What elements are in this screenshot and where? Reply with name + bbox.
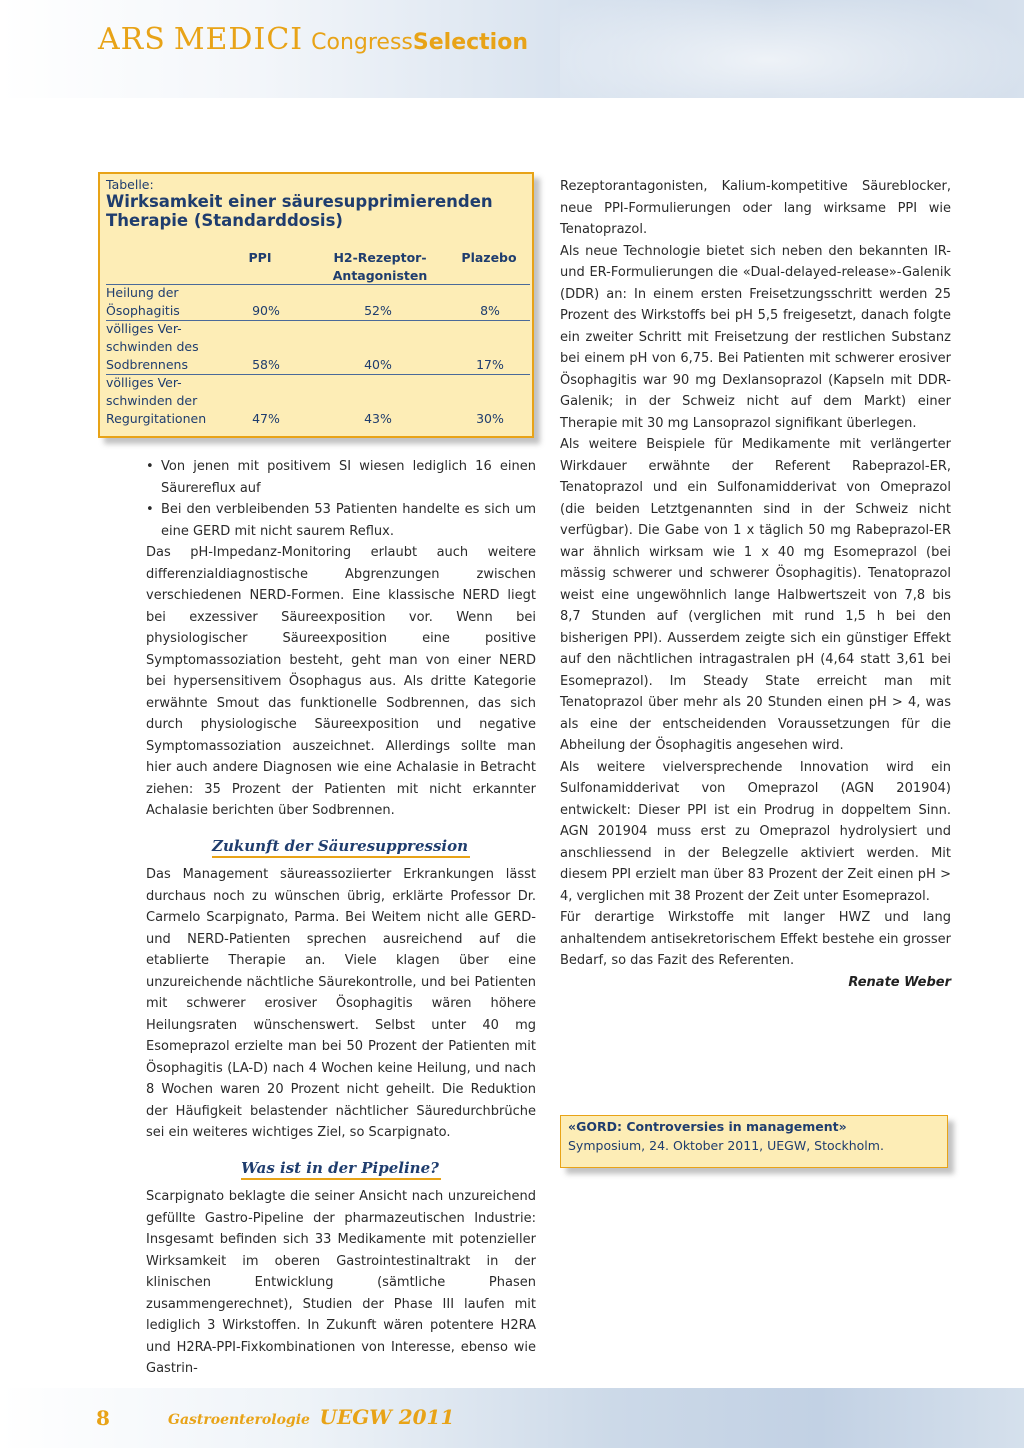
cell-ppi: 47% [252,411,280,426]
page-footer [0,1388,1024,1448]
logo-medici: MEDICI [173,22,304,57]
cell-plazebo: 8% [480,303,500,318]
logo-ars: ARS [98,22,166,57]
footer-title-journal: Gastroenterologie [168,1412,310,1428]
ars-medici-logo [98,22,528,62]
symposium-title: «GORD: Controversies in management» [568,1119,847,1134]
paragraph: Rezeptorantagonisten, Kalium-kompetitive Säureblocker, neue PPI-Formulierungen oder lang wirksame PPI wie Tenatoprazol. [560,179,951,237]
row-label-line: Heilung der [106,285,179,300]
paragraph: Scarpignato beklagte die seiner Ansicht nach unzureichend gefüllte Gastro-Pipeline der pharmazeutischen Industrie: Insgesamt befinden sich 33 Medikamente mit potenzieller Wirksamkeit im oberen Gastrointestinaltrakt in der klinischen Entwicklung (sämtliche Phasen zusammengerechnet), Studien der Phase III laufen mit lediglich 3 Wirkstoffen. In Zukunft wären potentere H2RA und H2RA-PPI-Fixkombinationen von Interesse, ebenso wie Gastrin- [146,1189,536,1376]
row-label-line: Regurgitationen [106,411,207,426]
col-header-ppi: PPI [248,250,272,265]
header-decoration [560,0,1024,98]
col-header-h2 [310,249,450,285]
row-label-line: Ösophagitis [106,303,180,318]
right-column [560,176,951,993]
cell-plazebo: 17% [476,357,504,372]
page-header [0,0,1024,98]
col-header-h2-line1: H2-Rezeptor- [333,250,427,265]
bullet-item: • Bei den verbleibenden 53 Patienten handelte es sich um eine GERD mit nicht saurem Reflux. [146,499,536,542]
cell-h2: 40% [364,357,392,372]
col-header-plazebo: Plazebo [461,250,517,265]
table-kicker: Tabelle: [106,177,154,192]
cell-plazebo: 30% [476,411,504,426]
logo-selection: Selection [412,30,528,55]
row-label-line: völliges Ver- [106,321,182,336]
section-heading-wrap [146,1158,536,1181]
col-header-h2-line2: Antagonisten [332,268,428,283]
row-label-line: schwinden der [106,393,198,408]
logo-congress: Congress [311,30,413,55]
bullet-item: • Von jenen mit positivem SI wiesen lediglich 16 einen Säurereflux auf [146,456,536,499]
efficacy-table [98,172,534,438]
left-column [146,456,536,1380]
cell-ppi: 58% [252,357,280,372]
table-row-label [106,320,199,374]
cell-h2: 43% [364,411,392,426]
symposium-box [560,1115,948,1168]
table-title: Wirksamkeit einer säuresupprimierenden Therapie (Standarddosis) [106,192,493,230]
paragraph: Für derartige Wirkstoffe mit langer HWZ und lang anhaltendem antisekretorischem Effekt bestehe ein grosser Bedarf, so das Fazit des Referenten. [560,910,951,968]
paragraph: Als weitere vielversprechende Innovation wird ein Sulfonamidderivat von Omeprazol (AGN 201904) entwickelt: Dieser PPI ist ein Prodrug in doppeltem Sinn. AGN 201904 muss erst zu Omeprazol hydrolysiert und anschliessend in der Belegzelle aktiviert werden. Mit diesem PPI erzielt man über 83 Prozent der Zeit einen pH > 4, verglichen mit 38 Prozent der Zeit unter Esomeprazol. [560,759,951,904]
paragraph: Das Management säureassoziierter Erkrankungen lässt durchaus noch zu wünschen übrig, erklärte Professor Dr. Carmelo Scarpignato, Parma. Bei Weitem nicht alle GERD- und NERD-Patienten sprechen ausreichend auf die etablierte Therapie an. Viele klagen über eine unzureichende nächtliche Säurekontrolle, und bei Patienten mit schwerer erosiver Ösophagitis wären höhere Heilungsraten wünschenswert. Selbst unter 40 mg Esomeprazol erzielte man bei 50 Prozent der Patienten mit Ösophagitis (LA-D) nach 4 Wochen keine Heilung, und nach 8 Wochen waren 20 Prozent nicht geheilt. Die Reduktion der Häufigkeit belastender nächtlicher Säuredurchbrüche sei ein weiteres wichtiges Ziel, so Scarpignato. [146,867,536,1140]
section-heading: Was ist in der Pipeline? [241,1158,441,1180]
footer-title [168,1405,454,1429]
row-label-line: völliges Ver- [106,375,182,390]
section-heading: Zukunft der Säuresuppression [212,836,470,858]
row-label-line: schwinden des [106,339,199,354]
page-number: 8 [96,1406,110,1430]
paragraph: Das pH-Impedanz-Monitoring erlaubt auch weitere differenzialdiagnostische Abgrenzungen zwischen verschiedenen NERD-Formen. Eine klassische NERD liegt bei exzessiver Säureexposition vor. Wenn bei physiologischer Säureexposition eine positive Symptomassoziation besteht, geht man von einer NERD bei hypersensitivem Ösophagus aus. Als dritte Kategorie erwähnte Smout das funktionelle Sodbrennen, das sich durch physiologische Säureexposition und negative Symptomassoziation auszeichnet. Allerdings sollte man hier auch andere Diagnosen wie eine Achalasie in Betracht ziehen: 35 Prozent der Patienten mit nicht erkannter Achalasie berichten über Sodbrennen. [146,545,536,818]
footer-title-event: UEGW 2011 [319,1405,455,1429]
table-row-label [106,284,180,320]
symposium-subtitle: Symposium, 24. Oktober 2011, UEGW, Stockholm. [568,1138,884,1153]
cell-ppi: 90% [252,303,280,318]
cell-h2: 52% [364,303,392,318]
section-heading-wrap [146,836,536,859]
author-name: Renate Weber [848,974,951,990]
paragraph: Als neue Technologie bietet sich neben den bekannten IR- und ER-Formulierungen die «Dual-delayed-release»-Galenik (DDR) an: In einem ersten Freisetzungsschritt werden 25 Prozent des Wirkstoffs bei pH 5,5 freigesetzt, danach folgte ein zweiter Schritt mit Freisetzung der restlichen Substanz bei einem pH von 6,75. Bei Patienten mit schwerer erosiver Ösophagitis war 90 mg Dexlansoprazol (Kapseln mit DDR-Galenik; in der Schweiz nicht auf dem Markt) einer Therapie mit 30 mg Lansoprazol signifikant überlegen. [560,243,951,431]
table-row-label [106,374,206,428]
paragraph: Als weitere Beispiele für Medikamente mit verlängerter Wirkdauer erwähnte der Referent Rabeprazol-ER, Tenatoprazol und ein Sulfonamidderivat von Omeprazol (die beiden Letztgenannten sind in der Schweiz nicht verfügbar). Die Gabe von 1 x täglich 50 mg Rabeprazol-ER war ähnlich wirksam wie 1 x 40 mg Esomeprazol (bei mässig schwerer und schwerer Ösophagitis). Tenatoprazol weist eine ungewöhnlich lange Halbwertszeit von 7,8 bis 8,7 Stunden auf (verglichen mit rund 1,5 h bei den bisherigen PPI). Ausserdem zeigte sich ein günstiger Effekt auf den nächtlichen intragastralen pH (4,64 statt 3,61 bei Esomeprazol). Im Steady State erreicht man mit Tenatoprazol über mehr als 20 Stunden einen pH > 4, was als eine der entscheidenden Voraussetzungen für die Abheilung der Ösophagitis angesehen wird. [560,437,951,753]
row-label-line: Sodbrennens [106,357,188,372]
